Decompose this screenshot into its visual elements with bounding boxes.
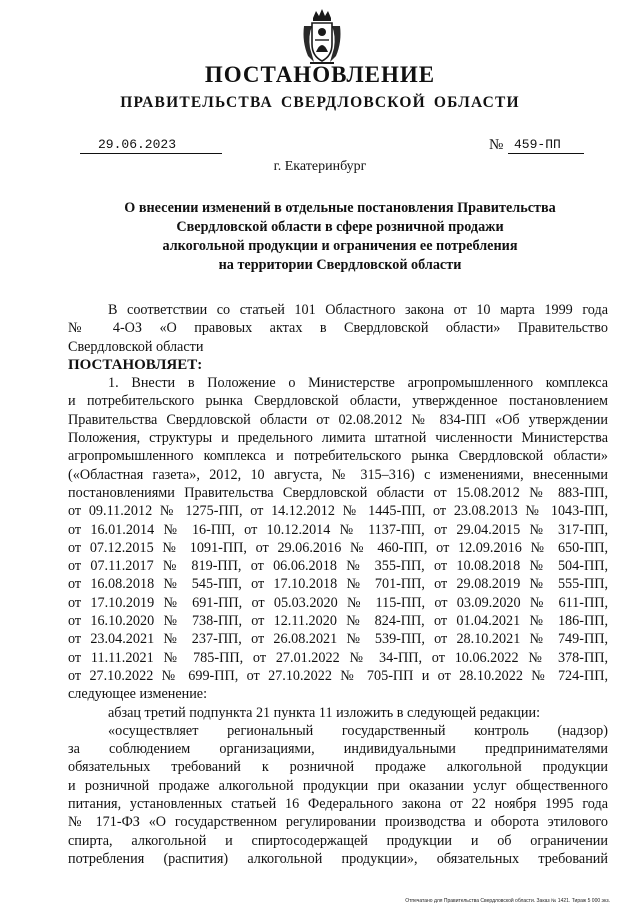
body-line: агропромышленного комплекса и потребительского рынка Свердловской области»: [68, 448, 608, 465]
document-body: [68, 301, 608, 868]
body-line: 1. Внести в Положение о Министерстве агропромышленного комплекса: [108, 375, 608, 392]
body-line: от 17.10.2019 № 691-ПП, от 05.03.2020 № 115-ПП, от 03.09.2020 № 611-ПП,: [68, 594, 608, 611]
document-title: [90, 199, 590, 275]
document-city: г. Екатеринбург: [273, 159, 367, 174]
body-line: потребления (распития) алкогольной продукции», обязательных требований: [68, 850, 608, 867]
body-line: от 07.11.2017 № 819-ПП, от 06.06.2018 № 355-ПП, от 10.08.2018 № 504-ПП,: [68, 558, 608, 575]
title-line: Свердловской области в сфере розничной продажи: [176, 219, 504, 235]
body-line: от 16.08.2018 № 545-ПП, от 17.10.2018 № 701-ПП, от 29.08.2019 № 555-ПП,: [68, 576, 608, 593]
body-line: постановлениями Правительства Свердловской области от 15.08.2012 № 883-ПП,: [68, 484, 608, 501]
title-line: алкогольной продукции и ограничения ее потребления: [162, 238, 518, 254]
body-line: от 09.11.2012 № 1275-ПП, от 14.12.2012 № 1445-ПП, от 23.08.2013 № 1043-ПП,: [68, 503, 608, 520]
body-line: № 4-ОЗ «О правовых актах в Свердловской области» Правительство: [68, 320, 608, 337]
number-sign: №: [489, 137, 504, 153]
body-line: от 23.04.2021 № 237-ПП, от 26.08.2021 № 539-ПП, от 28.10.2021 № 749-ПП,: [68, 631, 608, 648]
body-line: Правительства Свердловской области от 02.08.2012 № 834-ПП «Об утверждении: [68, 411, 608, 428]
body-line: от 07.12.2015 № 1091-ПП, от 29.06.2016 № 460-ПП, от 12.09.2016 № 650-ПП,: [68, 539, 608, 556]
body-line: «осуществляет региональный государственный контроль (надзор): [108, 722, 608, 739]
body-line: и розничной продаже алкогольной продукции при оказании услуг общественного: [68, 777, 608, 794]
coat-of-arms-emblem: [300, 8, 344, 66]
body-line: абзац третий подпункта 21 пункта 11 изложить в следующей редакции:: [108, 704, 541, 721]
issuer-heading: ПРАВИТЕЛЬСТВА СВЕРДЛОВСКОЙ ОБЛАСТИ: [120, 94, 520, 111]
body-line: от 16.01.2014 № 16-ПП, от 10.12.2014 № 1137-ПП, от 29.04.2015 № 317-ПП,: [68, 521, 608, 538]
body-line: и потребительского рынка Свердловской области, утвержденное постановлением: [68, 393, 608, 410]
document-number: 459-ПП: [508, 136, 584, 154]
body-line: № 171-ФЗ «О государственном регулировании производства и оборота этилового: [68, 814, 608, 831]
print-footer-note: Отпечатано для Правительства Свердловской области. Заказ № 1421. Тираж 5 000 экз.: [405, 898, 610, 904]
body-line: В соответствии со статьей 101 Областного закона от 10 марта 1999 года: [108, 302, 608, 318]
body-line: от 16.10.2020 № 738-ПП, от 12.11.2020 № 824-ПП, от 01.04.2021 № 186-ПП,: [68, 613, 608, 630]
body-line: обязательных требований к розничной продаже алкогольной продукции: [68, 759, 608, 776]
body-line: («Областная газета», 2012, 10 августа, № 315–316) с изменениями, внесенными: [68, 466, 608, 483]
resolution-heading: ПОСТАНОВЛЯЕТ:: [68, 356, 203, 373]
document-date: 29.06.2023: [80, 136, 222, 154]
body-line: Положения, структуры и предельного лимита штатной численности Министерства: [68, 430, 608, 447]
body-line: от 11.11.2021 № 785-ПП, от 27.01.2022 № 34-ПП, от 10.06.2022 № 378-ПП,: [68, 649, 608, 666]
body-line: за соблюдением организациями, индивидуальными предпринимателями: [68, 741, 608, 758]
title-line: О внесении изменений в отдельные постановления Правительства: [124, 200, 556, 216]
document-type-heading: ПОСТАНОВЛЕНИЕ: [204, 62, 436, 87]
title-line: на территории Свердловской области: [218, 257, 462, 273]
body-line: Свердловской области: [68, 338, 204, 355]
body-line: спирта, алкогольной и спиртосодержащей продукции и об ограничении: [68, 832, 608, 849]
body-line: от 27.10.2022 № 699-ПП, от 27.10.2022 № 705-ПП и от 28.10.2022 № 724-ПП,: [68, 667, 608, 684]
body-line: следующее изменение:: [68, 686, 208, 703]
body-line: питания, установленных статьей 16 Федерального закона от 22 ноября 1995 года: [68, 796, 608, 813]
